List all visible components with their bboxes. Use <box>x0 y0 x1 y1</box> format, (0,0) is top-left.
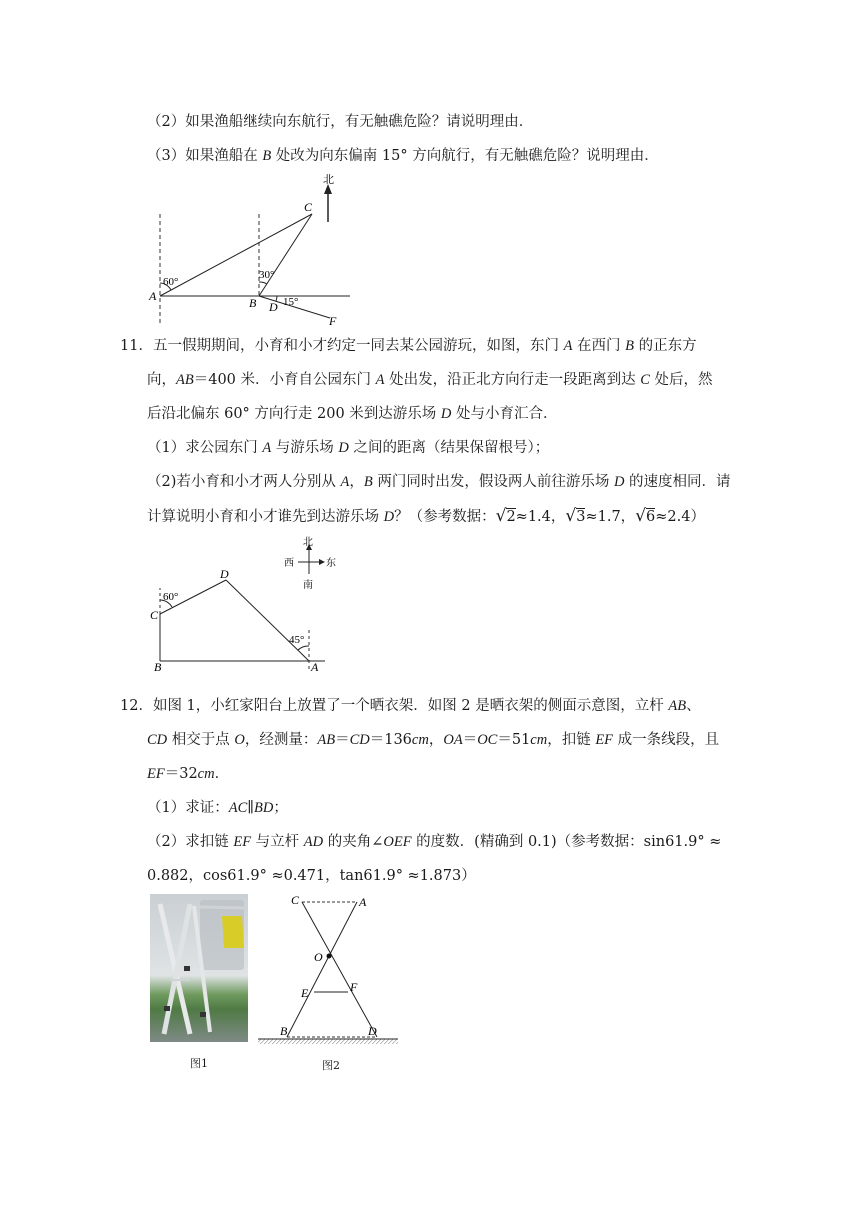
compass-south: 南 <box>303 580 313 591</box>
q10-part3: （3）如果渔船在 B 处改为向东偏南 15° 方向航行，有无触礁危险？说明理由． <box>147 148 659 164</box>
point-a-label: A <box>149 289 157 303</box>
compass-north: 北 <box>303 537 313 548</box>
north-label: 北 <box>323 173 334 186</box>
figure-2-caption: 图2 <box>322 1059 340 1072</box>
q11-part1: （1）求公园东门 A 与游乐场 D 之间的距离（结果保留根号）； <box>147 440 550 456</box>
point-f-label: F <box>329 314 337 328</box>
q11-line3: 后沿北偏东 60° 方向行走 200 米到达游乐场 D 处与小育汇合． <box>147 406 558 422</box>
angle-15-label: 15° <box>283 296 299 308</box>
compass-west: 西 <box>284 558 294 569</box>
point-d-label: D <box>220 567 229 581</box>
point-f-label: F <box>350 980 358 994</box>
point-c-label: C <box>304 200 313 214</box>
sqrt-symbol: √ <box>495 506 507 526</box>
q10-part2: （2）如果渔船继续向东航行，有无触礁危险？请说明理由． <box>147 114 534 130</box>
point-c-label: C <box>150 608 159 622</box>
angle-60-label: 60° <box>163 276 179 288</box>
point-b-label: B <box>154 660 162 674</box>
q11-line2: 向，AB＝400 米．小育自公园东门 A 处出发，沿正北方向行走一段距离到达 C 处后，然 <box>147 372 713 388</box>
point-b-label: B <box>280 1024 288 1038</box>
sqrt-symbol: √ <box>635 506 647 526</box>
q12-line3: EF＝32cm． <box>147 766 230 782</box>
point-a-label: A <box>359 895 367 909</box>
angle-30-label: 30° <box>259 269 275 281</box>
angle-60-label: 60° <box>163 591 179 603</box>
angle-45-label: 45° <box>289 634 305 646</box>
point-d-label: D <box>368 1024 377 1038</box>
q12-part2: （2）求扣链 EF 与立杆 AD 的夹角∠OEF 的度数．(精确到 0.1)（参考数据：sin61.9° ≈ <box>147 834 722 850</box>
q11-part2: （2)若小育和小才两人分别从 A，B 两门同时出发，假设两人前往游乐场 D 的速度相同．请 <box>147 474 731 490</box>
point-b-label: B <box>249 296 257 310</box>
figure-1-caption: 图1 <box>190 1057 208 1070</box>
point-e-label: E <box>301 986 309 1000</box>
q11-part2-cont: 计算说明小育和小才谁先到达游乐场 D？（参考数据：√2≈1.4，√3≈1.7，√6≈2.4） <box>147 506 705 526</box>
q12-part2-cont: 0.882，cos61.9° ≈0.471，tan61.9° ≈1.873） <box>147 868 476 884</box>
point-d-label: D <box>269 300 278 314</box>
sqrt-symbol: √ <box>565 506 577 526</box>
compass-east: 东 <box>326 558 336 569</box>
point-a-label: A <box>311 660 319 674</box>
point-c-label: C <box>291 893 300 907</box>
q11-line1: 11．五一假期期间，小育和小才约定一同去某公园游玩，如图，东门 A 在西门 B 的正东方 <box>120 338 697 354</box>
q12-part1: （1）求证：AC∥BD； <box>147 800 288 816</box>
q12-line1: 12．如图 1，小红家阳台上放置了一个晒衣架．如图 2 是晒衣架的侧面示意图，立杆 AB、 <box>120 698 701 714</box>
q12-line2: CD 相交于点 O，经测量：AB＝CD＝136cm，OA＝OC＝51cm，扣链 EF 成一条线段，且 <box>147 732 720 748</box>
point-o-label: O <box>314 950 323 964</box>
